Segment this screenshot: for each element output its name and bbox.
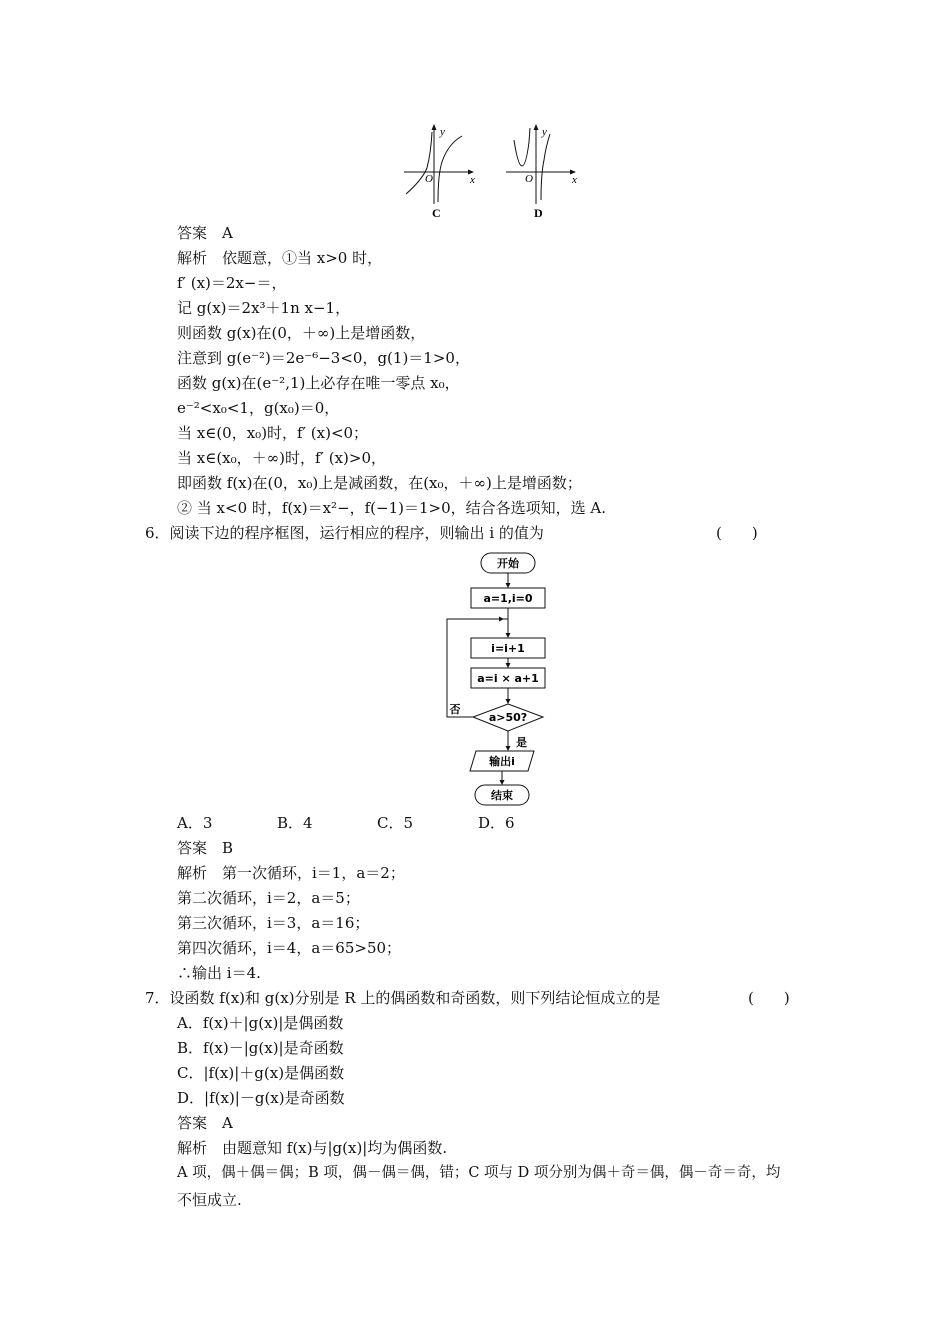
- graph-d: [500, 122, 585, 222]
- q5-line-3: 记 g(x)＝2x³＋1n x−1，: [177, 299, 351, 317]
- q7-option-b: B．f(x)－|g(x)|是奇函数: [177, 1039, 344, 1057]
- q5-line-10: 即函数 f(x)在(0，x₀)上是减函数，在(x₀，＋∞)上是增函数；: [177, 474, 582, 492]
- graph-d-label: D: [534, 206, 543, 220]
- flow-init-label: a=1,i=0: [483, 592, 533, 605]
- graph-c-x-label: x: [470, 174, 475, 186]
- flow-no-label: 否: [449, 703, 461, 716]
- graph-c-origin: O: [425, 173, 433, 185]
- q7-line-1: 解析 由题意知 f(x)与|g(x)|均为偶函数.: [177, 1139, 448, 1157]
- q5-line-5: 注意到 g(e⁻²)＝2e⁻⁶−3<0，g(1)＝1>0，: [177, 349, 470, 367]
- q7-option-c: C．|f(x)|＋g(x)是偶函数: [177, 1064, 345, 1082]
- q6-line-5: ∴输出 i＝4.: [177, 964, 261, 982]
- q5-line-8: 当 x∈(0，x₀)时，f′ (x)<0；: [177, 424, 369, 442]
- graph-c: [398, 122, 483, 222]
- q5-line-11: ② 当 x<0 时，f(x)＝x²−，f(−1)＝1>0，结合各选项知，选 A.: [177, 499, 607, 517]
- graph-d-y-label: y: [542, 126, 547, 138]
- q6-option-a: A．3: [177, 814, 213, 832]
- q7-option-a: A．f(x)＋|g(x)|是偶函数: [177, 1014, 344, 1032]
- graph-c-label: C: [432, 206, 441, 220]
- flowchart: [440, 550, 560, 810]
- flow-end-label: 结束: [491, 789, 513, 802]
- q6-line-3: 第三次循环，i＝3，a＝16；: [177, 914, 370, 932]
- q6-answer: 答案 B: [177, 839, 234, 857]
- flow-start-label: 开始: [497, 557, 519, 570]
- q6-option-c: C．5: [377, 814, 414, 832]
- q6-line-2: 第二次循环，i＝2，a＝5；: [177, 889, 360, 907]
- graph-d-origin: O: [525, 173, 533, 185]
- q6-stem: 6．阅读下边的程序框图，运行相应的程序，则输出 i 的值为: [145, 524, 544, 542]
- q5-line-2: f′ (x)＝2x−＝，: [177, 274, 287, 292]
- q6-answer-blank: ( ): [716, 524, 758, 542]
- graph-d-x-label: x: [572, 174, 577, 186]
- q7-stem: 7．设函数 f(x)和 g(x)分别是 R 上的偶函数和奇函数，则下列结论恒成立的是: [145, 989, 661, 1007]
- q7-answer: 答案 A: [177, 1114, 233, 1132]
- q7-line-3: 不恒成立.: [177, 1191, 242, 1209]
- flow-yes-label: 是: [516, 736, 527, 749]
- q7-answer-blank: ( ): [748, 989, 790, 1007]
- flow-output-label: 输出i: [489, 755, 515, 768]
- q6-line-4: 第四次循环，i＝4，a＝65>50；: [177, 939, 402, 957]
- graph-c-y-label: y: [440, 126, 445, 138]
- q5-line-9: 当 x∈(x₀，＋∞)时，f′ (x)>0，: [177, 449, 387, 467]
- q6-option-b: B．4: [277, 814, 313, 832]
- q6-option-d: D．6: [478, 814, 515, 832]
- q7-line-2: A 项，偶＋偶＝偶；B 项，偶－偶＝偶，错；C 项与 D 项分别为偶＋奇＝偶，偶－奇＝奇，均: [177, 1165, 781, 1181]
- q5-line-1: 解析 依题意，①当 x>0 时，: [177, 249, 383, 267]
- q7-option-d: D．|f(x)|－g(x)是奇函数: [177, 1089, 345, 1107]
- q5-answer: 答案 A: [177, 224, 233, 242]
- flow-decision-label: a>50?: [488, 711, 528, 724]
- flow-step1-label: i=i+1: [491, 642, 525, 655]
- q5-line-4: 则函数 g(x)在(0，＋∞)上是增函数，: [177, 324, 426, 342]
- flow-step2-label: a=i × a+1: [477, 672, 539, 685]
- q5-line-7: e⁻²<x₀<1，g(x₀)＝0，: [177, 399, 340, 417]
- q6-line-1: 解析 第一次循环，i＝1，a＝2；: [177, 864, 405, 882]
- q5-line-6: 函数 g(x)在(e⁻²,1)上必存在唯一零点 x₀，: [177, 374, 460, 392]
